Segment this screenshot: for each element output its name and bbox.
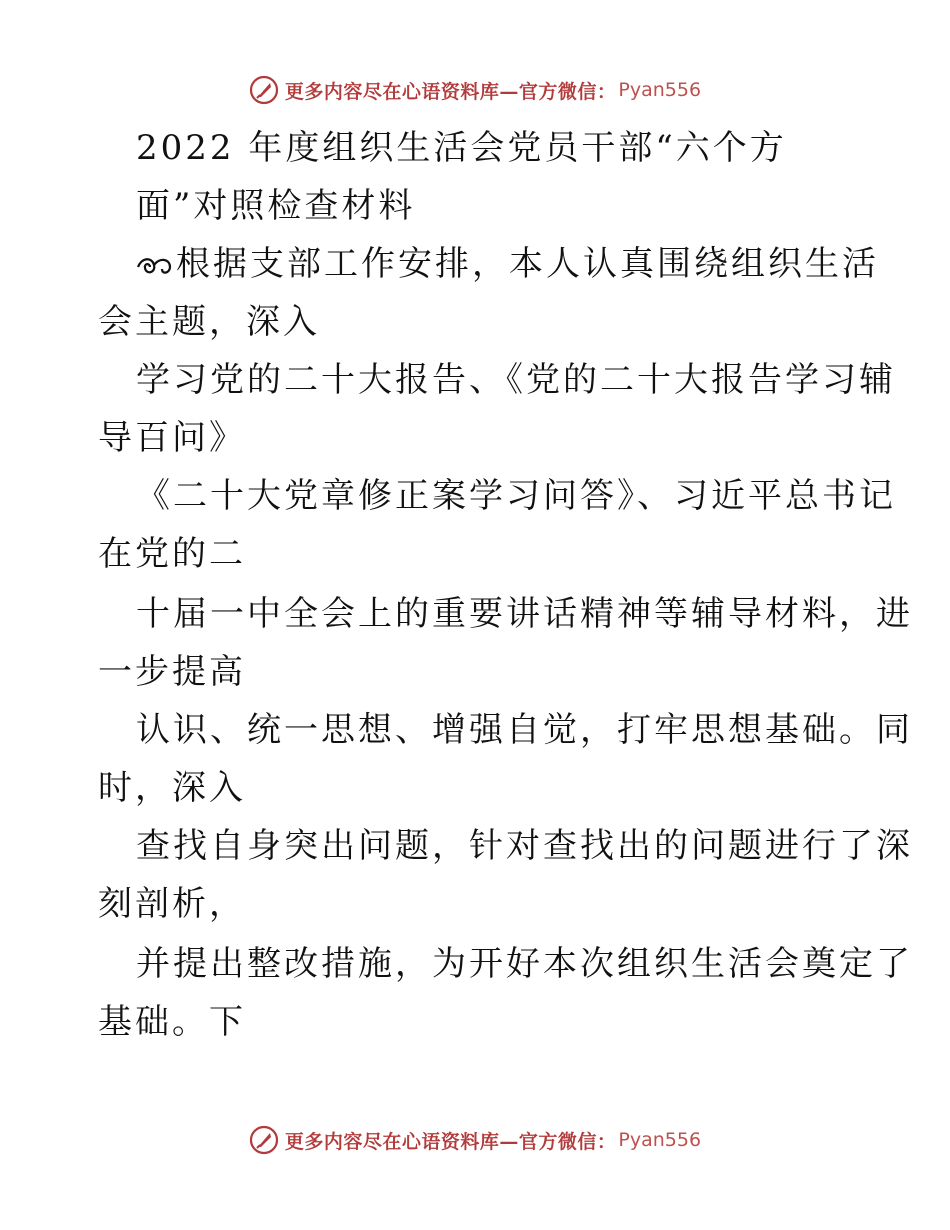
watermark-text: 更多内容尽在心语资料库—官方微信：	[284, 1130, 617, 1153]
paragraph-line-7: 十届一中全会上的重要讲话精神等辅导材料，进	[136, 594, 913, 634]
watermark-header	[0, 70, 950, 110]
watermark-footer	[0, 1120, 950, 1160]
watermark-text: 更多内容尽在心语资料库—官方微信：	[284, 80, 617, 103]
paragraph-line-2: 会主题，深入	[98, 302, 320, 342]
paragraph-line-13: 并提出整改措施，为开好本次组织生活会奠定了	[136, 944, 913, 984]
paragraph-line-8: 一步提高	[98, 652, 246, 692]
swirl-ornament-icon	[136, 253, 174, 279]
paragraph-line-11: 查找自身突出问题，针对查找出的问题进行了深	[136, 826, 913, 866]
paragraph-line-1	[136, 244, 879, 284]
watermark-wechat-id: Pyan556	[618, 79, 702, 101]
paragraph-line-14: 基础。下	[98, 1002, 246, 1042]
paragraph-line-5: 《二十大党章修正案学习问答》、习近平总书记	[136, 476, 896, 516]
feather-pen-logo-icon	[249, 75, 279, 105]
watermark-wechat-id: Pyan556	[618, 1129, 702, 1151]
feather-pen-logo-icon	[249, 1125, 279, 1155]
paragraph-line-6: 在党的二	[98, 534, 246, 574]
paragraph-line-9: 认识、统一思想、增强自觉，打牢思想基础。同	[136, 710, 913, 750]
paragraph-line-3: 学习党的二十大报告、《党的二十大报告学习辅	[136, 360, 896, 400]
paragraph-line-12: 刻剖析，	[98, 884, 246, 924]
paragraph-line-4: 导百问》	[98, 418, 246, 458]
paragraph-line-10: 时，深入	[98, 768, 246, 808]
paragraph-line-1-text: 根据支部工作安排，本人认真围绕组织生活	[176, 244, 879, 284]
document-title-line-2: 面”对照检查材料	[136, 186, 416, 226]
document-title-line-1: 2022 年度组织生活会党员干部“六个方	[136, 128, 787, 168]
